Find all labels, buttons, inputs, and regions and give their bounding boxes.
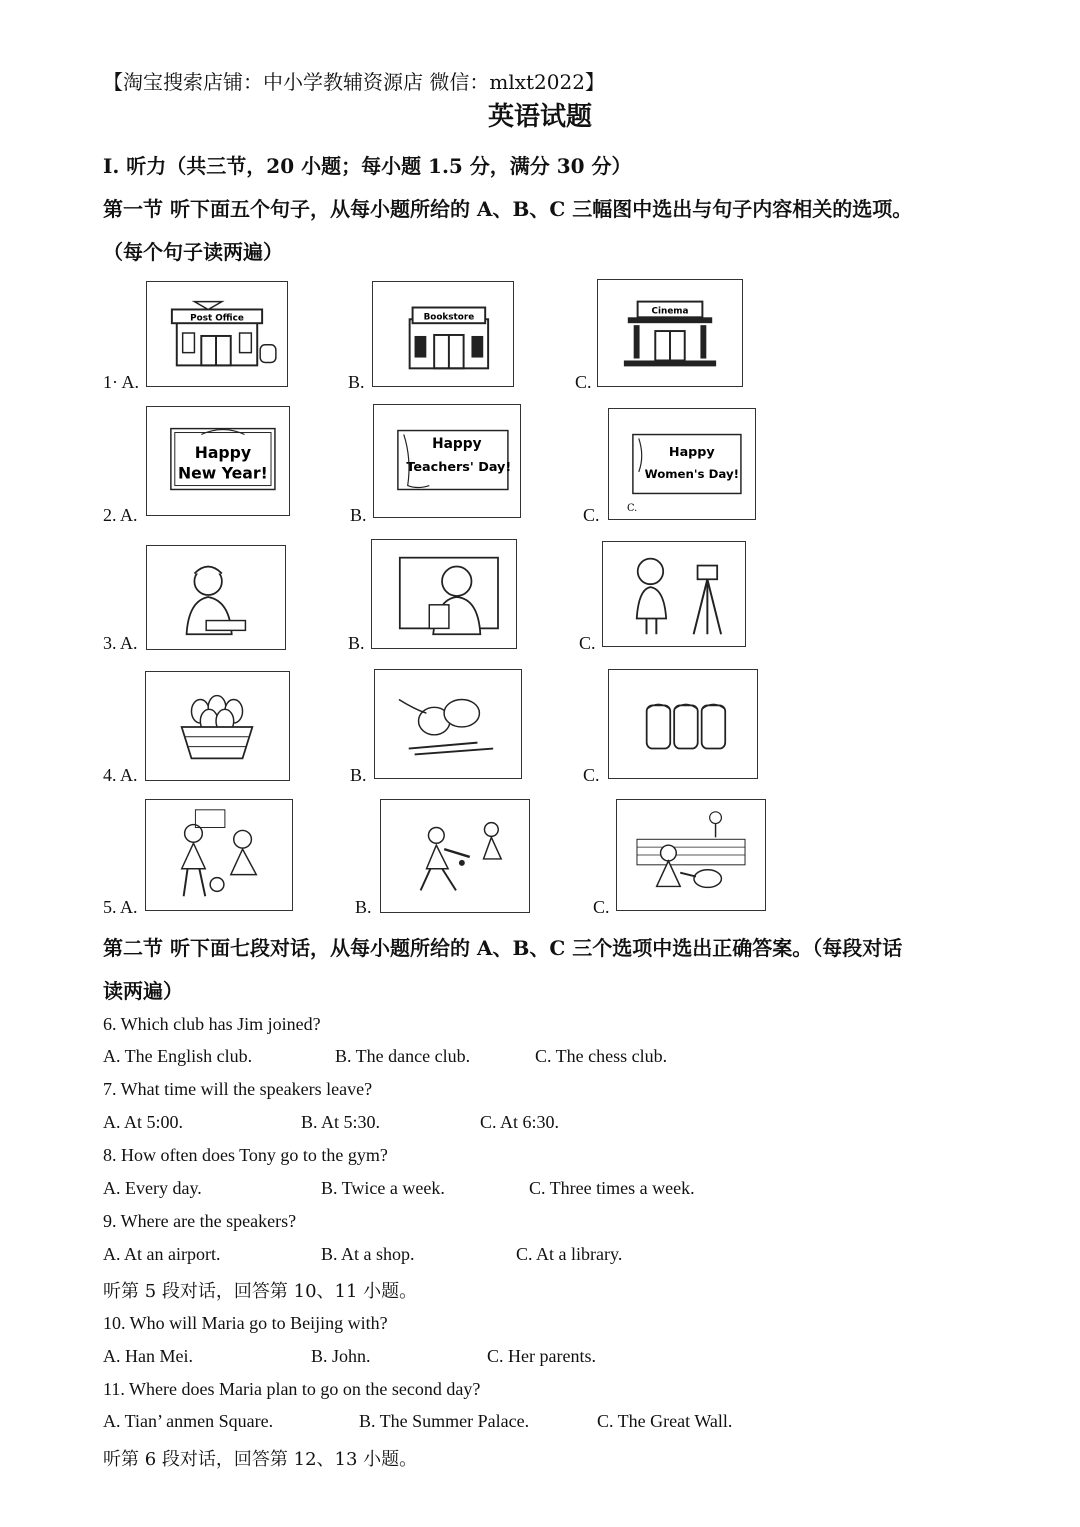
q8-option-b[interactable]: B. Twice a week.: [321, 1178, 445, 1198]
q3-label-a: 3. A.: [103, 633, 138, 653]
football-picture[interactable]: [145, 799, 293, 911]
q6-option-a[interactable]: A. The English club.: [103, 1046, 253, 1066]
baseball-picture[interactable]: [380, 799, 530, 913]
q7-stem: 7. What time will the speakers leave?: [103, 1079, 373, 1099]
q5-label-c: C.: [593, 897, 610, 917]
section-heading: Ⅰ. 听力（共三节，20 小题；每小题 1.5 分，满分 30 分）: [103, 154, 632, 178]
part1-instruction-2: （每个句子读两遍）: [103, 240, 283, 264]
post-office-sign: Post Office: [190, 313, 244, 324]
dialogue5-note: 听第 5 段对话，回答第 10、11 小题。: [103, 1281, 418, 1302]
womens-day-line1: Happy: [668, 445, 715, 461]
vegetables-picture[interactable]: [374, 669, 522, 779]
q10-stem: 10. Who will Maria go to Beijing with?: [103, 1313, 388, 1333]
q7-option-c[interactable]: C. At 6:30.: [480, 1112, 560, 1132]
q8-option-a[interactable]: A. Every day.: [103, 1178, 202, 1198]
bookstore-picture[interactable]: [372, 281, 514, 387]
q2-label-a: 2. A.: [103, 505, 138, 525]
q2-label-b: B.: [350, 505, 367, 525]
q7-option-a[interactable]: A. At 5:00.: [103, 1112, 184, 1132]
q6-option-c[interactable]: C. The chess club.: [535, 1046, 668, 1066]
q11-stem: 11. Where does Maria plan to go on the second day?: [103, 1379, 481, 1399]
reporter-picture[interactable]: [602, 541, 746, 647]
q7-option-b[interactable]: B. At 5:30.: [301, 1112, 381, 1132]
part2-instruction-2: 读两遍）: [103, 979, 183, 1003]
womens-day-line2: Women's Day!: [644, 466, 739, 481]
q6-stem: 6. Which club has Jim joined?: [103, 1014, 321, 1034]
q1-label-a: 1· A.: [103, 372, 139, 392]
q5-label-b: B.: [355, 897, 372, 917]
q9-option-a[interactable]: A. At an airport.: [103, 1244, 221, 1264]
q4-label-c: C.: [583, 765, 600, 785]
q10-option-b[interactable]: B. John.: [311, 1346, 371, 1366]
q9-option-c[interactable]: C. At a library.: [516, 1244, 623, 1264]
new-year-card-picture[interactable]: [146, 406, 290, 516]
q11-option-c[interactable]: C. The Great Wall.: [597, 1411, 733, 1431]
q3-label-b: B.: [348, 633, 365, 653]
teachers-day-card-picture[interactable]: [373, 404, 521, 518]
jars-picture[interactable]: [608, 669, 758, 779]
teachers-day-line1: Happy: [432, 436, 482, 453]
q9-stem: 9. Where are the speakers?: [103, 1211, 297, 1231]
womens-day-corner: C.: [627, 503, 638, 515]
q2-label-c: C.: [583, 505, 600, 525]
q3-label-c: C.: [579, 633, 596, 653]
q8-stem: 8. How often does Tony go to the gym?: [103, 1145, 388, 1165]
new-year-line2: New Year!: [178, 463, 268, 483]
new-year-line1: Happy: [194, 443, 252, 463]
q4-label-b: B.: [350, 765, 367, 785]
q9-option-b[interactable]: B. At a shop.: [321, 1244, 415, 1264]
tennis-picture[interactable]: [616, 799, 766, 911]
cinema-sign: Cinema: [651, 306, 689, 317]
part1-instruction: 第一节 听下面五个句子，从每小题所给的 A、B、C 三幅图中选出与句子内容相关的选项。: [103, 197, 913, 221]
cinema-picture[interactable]: [597, 279, 743, 387]
post-office-picture[interactable]: [146, 281, 288, 387]
q4-label-a: 4. A.: [103, 765, 138, 785]
part2-instruction: 第二节 听下面七段对话，从每小题所给的 A、B、C 三个选项中选出正确答案。（每段对话: [103, 936, 903, 960]
q10-option-c[interactable]: C. Her parents.: [487, 1346, 596, 1366]
q1-label-c: C.: [575, 372, 592, 392]
q11-option-a[interactable]: A. Tian’ anmen Square.: [103, 1411, 274, 1431]
teachers-day-line2: Teachers' Day!: [406, 459, 512, 475]
q11-option-b[interactable]: B. The Summer Palace.: [359, 1411, 530, 1431]
teacher-picture[interactable]: [371, 539, 517, 649]
womens-day-card-picture[interactable]: [608, 408, 756, 520]
q8-option-c[interactable]: C. Three times a week.: [529, 1178, 695, 1198]
egg-basket-picture[interactable]: [145, 671, 290, 781]
q5-label-a: 5. A.: [103, 897, 138, 917]
page-header: 【淘宝搜索店铺：中小学教辅资源店 微信：mlxt2022】: [103, 70, 605, 94]
page-title: 英语试题: [487, 102, 592, 132]
bookstore-sign: Bookstore: [423, 312, 475, 323]
dialogue6-note: 听第 6 段对话，回答第 12、13 小题。: [103, 1449, 418, 1470]
nurse-picture[interactable]: [146, 545, 286, 650]
q1-label-b: B.: [348, 372, 365, 392]
q10-option-a[interactable]: A. Han Mei.: [103, 1346, 193, 1366]
q6-option-b[interactable]: B. The dance club.: [335, 1046, 471, 1066]
